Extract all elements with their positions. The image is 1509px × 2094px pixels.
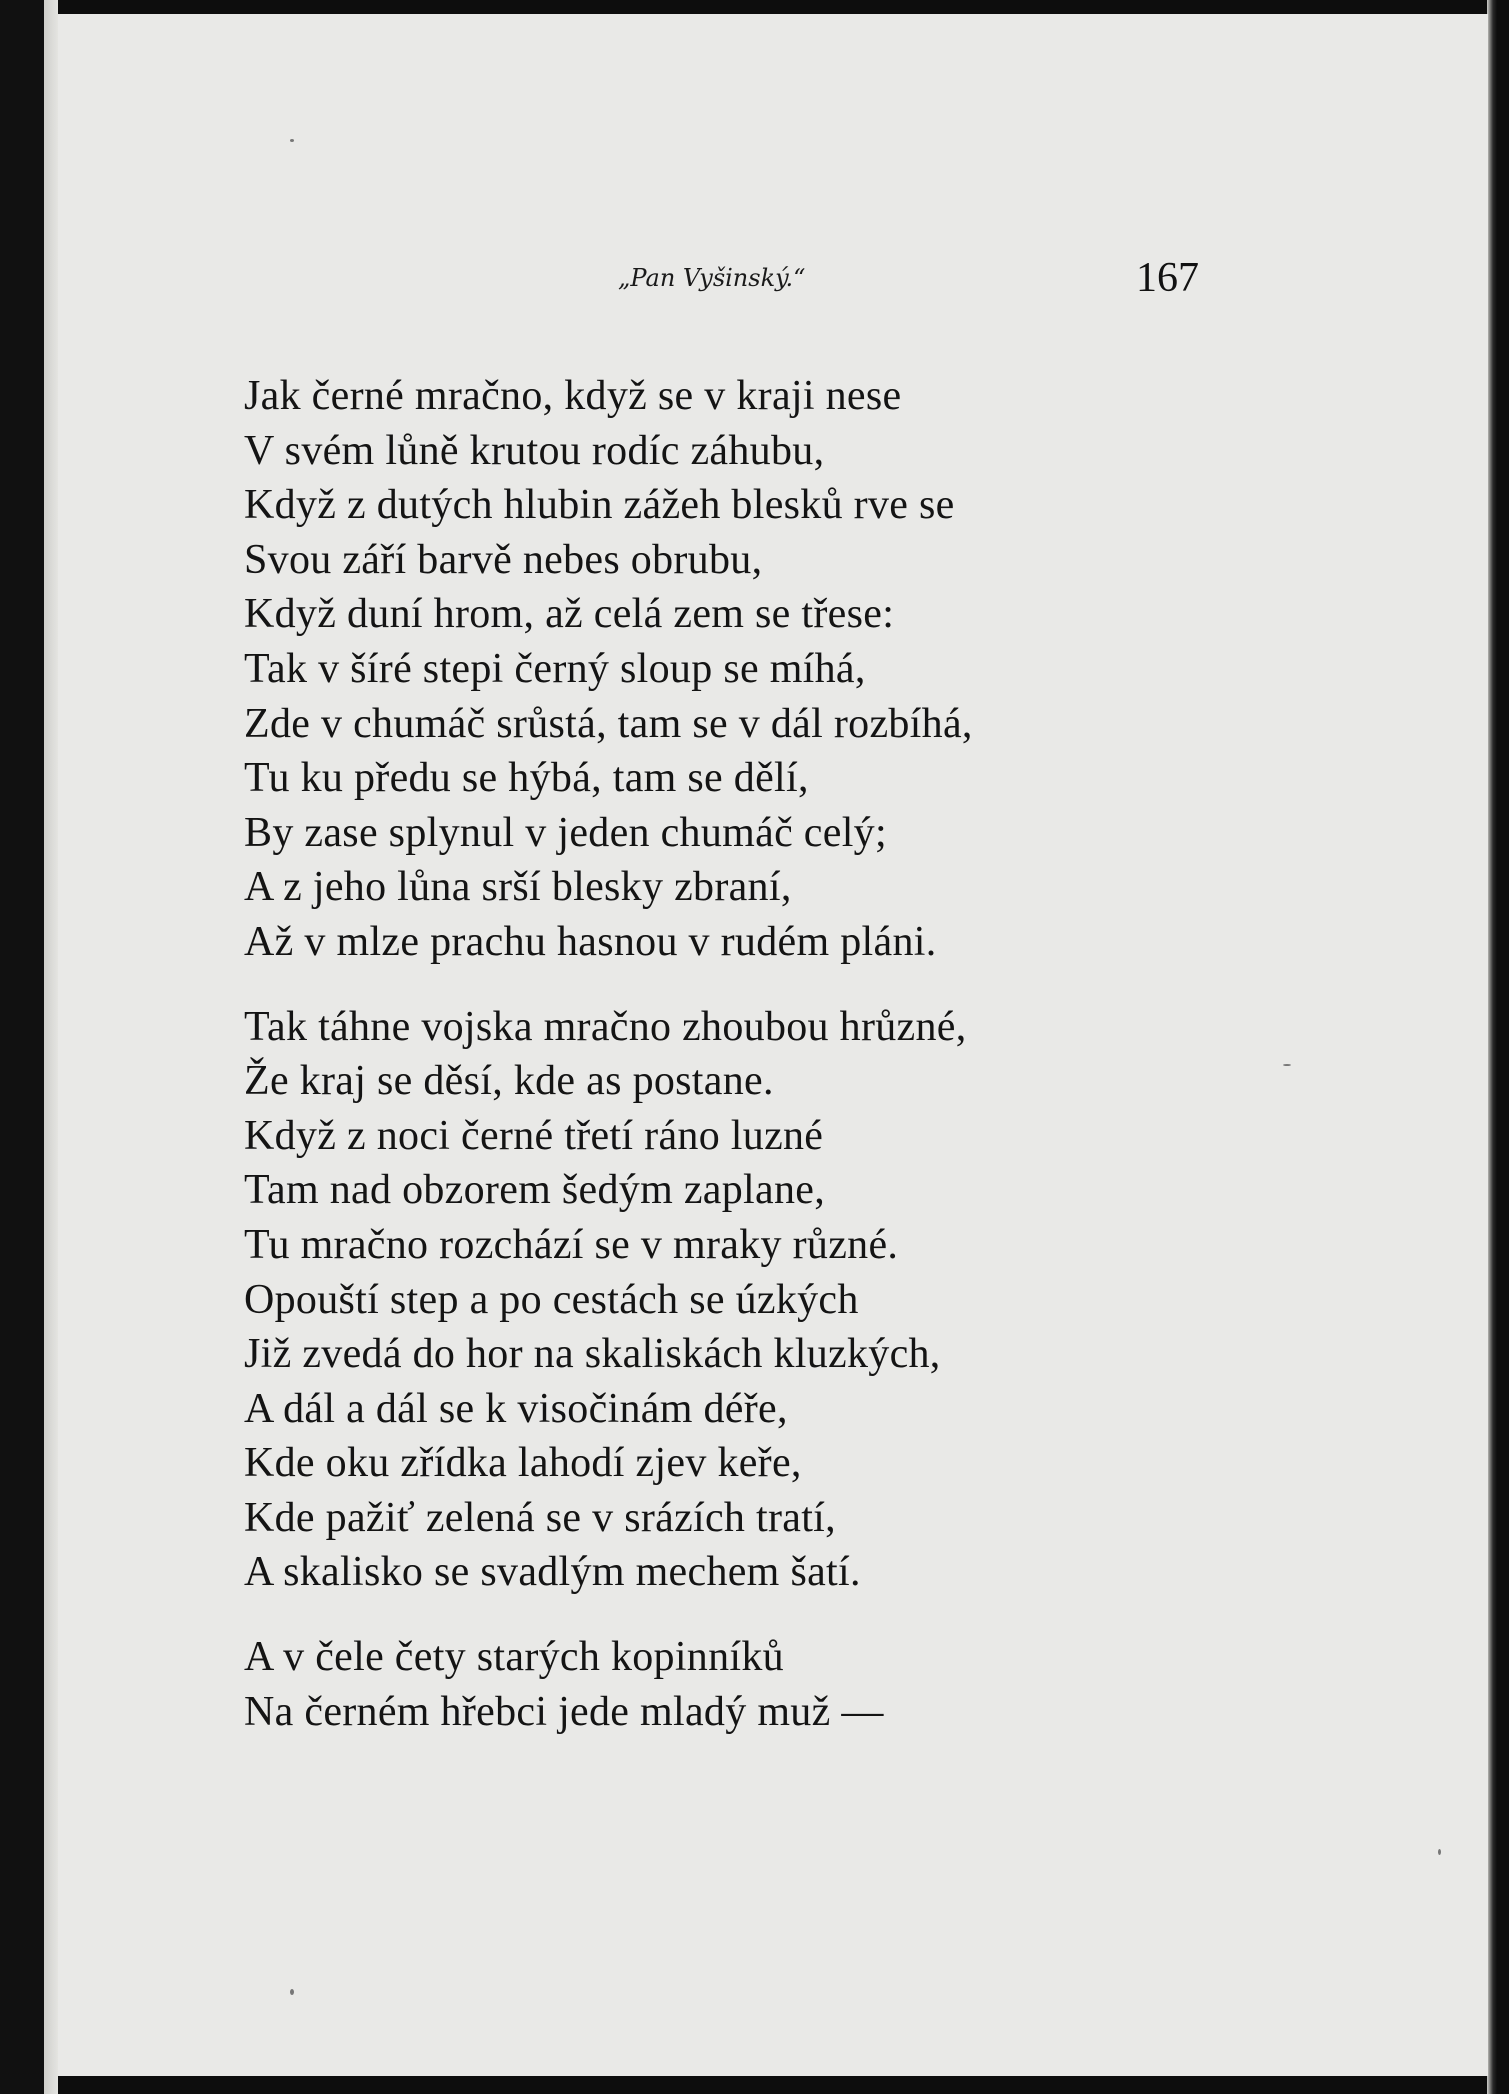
poem-line: By zase splynul v jeden chumáč celý; bbox=[244, 809, 887, 856]
poem-line: Když z noci černé třetí ráno luzné bbox=[244, 1112, 824, 1159]
poem-line: A dál a dál se k visočinám déře, bbox=[244, 1385, 788, 1432]
poem-body bbox=[244, 369, 1404, 1769]
page-header bbox=[58, 254, 1488, 314]
poem-line: Když duní hrom, až celá zem se třese: bbox=[244, 591, 895, 638]
poem-line: Tu mračno rozchází se v mraky různé. bbox=[244, 1221, 899, 1268]
print-speck bbox=[290, 139, 294, 142]
stanza bbox=[244, 1000, 1404, 1601]
stanza bbox=[244, 369, 1404, 970]
poem-line: Kde oku zřídka lahodí zjev keře, bbox=[244, 1440, 802, 1487]
left-book-edge bbox=[0, 0, 58, 2094]
poem-line: Na černém hřebci jede mladý muž — bbox=[244, 1688, 884, 1735]
poem-line: Kde pažiť zelená se v srázích tratí, bbox=[244, 1494, 836, 1541]
poem-line: A v čele čety starých kopinníků bbox=[244, 1634, 784, 1681]
page-number: 167 bbox=[1136, 255, 1199, 301]
poem-line: Svou září barvě nebes obrubu, bbox=[244, 536, 763, 583]
poem-line: Že kraj se děsí, kde as postane. bbox=[244, 1058, 774, 1105]
poem-line: Tak v šíré stepi černý sloup se míhá, bbox=[244, 645, 866, 692]
print-speck bbox=[1283, 1064, 1291, 1066]
print-speck bbox=[1438, 1849, 1441, 1855]
poem-line: Když z dutých hlubin zážeh blesků rve se bbox=[244, 482, 955, 529]
stanza bbox=[244, 1630, 1404, 1739]
poem-line: Již zvedá do hor na skaliskách kluzkých, bbox=[244, 1331, 941, 1378]
poem-line: Až v mlze prachu hasnou v rudém pláni. bbox=[244, 918, 937, 965]
book-page bbox=[58, 14, 1488, 2076]
poem-line: Zde v chumáč srůstá, tam se v dál rozbíhá, bbox=[244, 700, 973, 747]
running-title: „Pan Vyšinský.“ bbox=[618, 264, 806, 292]
poem-line: Tam nad obzorem šedým zaplane, bbox=[244, 1167, 826, 1214]
poem-line: V svém lůně krutou rodíc záhubu, bbox=[244, 427, 825, 474]
poem-line: A skalisko se svadlým mechem šatí. bbox=[244, 1549, 861, 1596]
poem-line: Opouští step a po cestách se úzkých bbox=[244, 1276, 859, 1323]
right-book-edge bbox=[1487, 0, 1509, 2094]
print-speck bbox=[290, 1989, 294, 1995]
poem-line: Jak černé mračno, když se v kraji nese bbox=[244, 373, 902, 419]
poem-line: Tu ku předu se hýbá, tam se dělí, bbox=[244, 755, 809, 802]
poem-line: Tak táhne vojska mračno zhoubou hrůzné, bbox=[244, 1003, 967, 1050]
poem-line: A z jeho lůna srší blesky zbraní, bbox=[244, 864, 792, 911]
